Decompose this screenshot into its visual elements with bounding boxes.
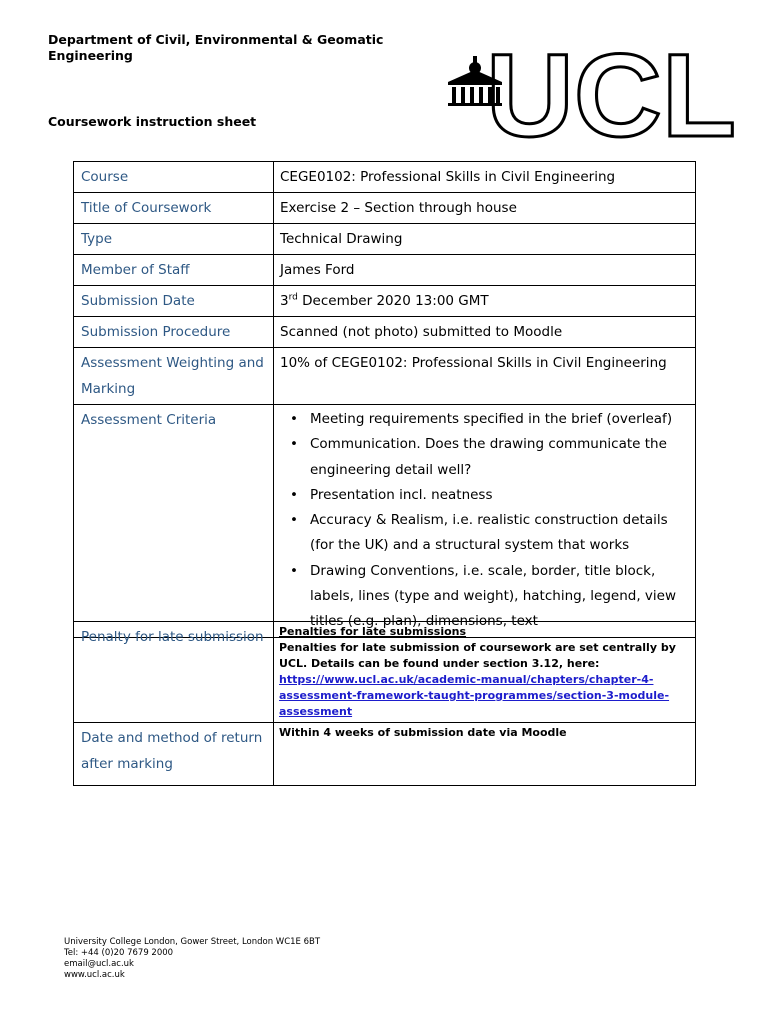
title-row <box>74 193 696 224</box>
academic-manual-link[interactable]: https://www.ucl.ac.uk/academic-manual/chapters/chapter-4-assessment-framework-taught-programmes/section-3-module-assessment <box>279 673 670 718</box>
staff-label: Member of Staff <box>74 255 274 286</box>
submission-date-rest: December 2020 13:00 GMT <box>297 293 489 309</box>
weighting-row <box>74 348 696 405</box>
criteria-item: • Communication. Does the drawing communicate the engineering detail well? <box>310 432 689 483</box>
course-value: CEGE0102: Professional Skills in Civil Engineering <box>274 162 696 193</box>
weighting-value: 10% of CEGE0102: Professional Skills in Civil Engineering <box>274 348 696 405</box>
late-submission-table <box>73 621 696 786</box>
footer-tel: Tel: +44 (0)20 7679 2000 <box>64 948 174 958</box>
criteria-item: • Drawing Conventions, i.e. scale, border, title block, labels, lines (type and weight), hatching, legend, view titles (e.g. plan), dimensions, text <box>310 559 689 635</box>
penalty-value <box>274 622 696 723</box>
course-row <box>74 162 696 193</box>
criteria-label: Assessment Criteria <box>74 405 274 638</box>
staff-row <box>74 255 696 286</box>
criteria-item: • Accuracy & Realism, i.e. realistic construction details (for the UK) and a structural system that works <box>310 508 689 559</box>
title-value: Exercise 2 – Section through house <box>274 193 696 224</box>
sheet-title: Coursework instruction sheet <box>48 114 257 129</box>
type-value: Technical Drawing <box>274 224 696 255</box>
return-label: Date and method of return after marking <box>74 723 274 786</box>
criteria-item: • Meeting requirements specified in the brief (overleaf) <box>310 407 689 432</box>
criteria-item: • Presentation incl. neatness <box>310 483 689 508</box>
ucl-logo <box>440 52 740 140</box>
submission-date-label: Submission Date <box>74 286 274 317</box>
title-label: Title of Coursework <box>74 193 274 224</box>
footer-web: www.ucl.ac.uk <box>64 970 125 980</box>
type-label: Type <box>74 224 274 255</box>
footer-email: email@ucl.ac.uk <box>64 959 134 969</box>
penalty-label: Penalty for late submission <box>74 622 274 723</box>
coursework-details-table <box>73 161 696 638</box>
return-value: Within 4 weeks of submission date via Moodle <box>274 723 696 786</box>
ucl-logo-text: UCL <box>486 52 736 140</box>
weighting-label: Assessment Weighting and Marking <box>74 348 274 405</box>
procedure-label: Submission Procedure <box>74 317 274 348</box>
footer-contact <box>64 937 320 981</box>
type-row <box>74 224 696 255</box>
penalty-text: Penalties for late submission of coursework are set centrally by UCL. Details can be found under section 3.12, here: <box>279 641 676 670</box>
submission-date-row <box>74 286 696 317</box>
return-row <box>74 723 696 786</box>
department-name: Department of Civil, Environmental & Geomatic Engineering <box>48 32 384 63</box>
procedure-value: Scanned (not photo) submitted to Moodle <box>274 317 696 348</box>
procedure-row <box>74 317 696 348</box>
criteria-value <box>274 405 696 638</box>
course-label: Course <box>74 162 274 193</box>
submission-date-day: 3 <box>280 293 289 309</box>
footer-address: University College London, Gower Street, London WC1E 6BT <box>64 937 321 947</box>
penalty-heading: Penalties for late submissions <box>279 625 467 638</box>
staff-value: James Ford <box>274 255 696 286</box>
submission-date-suffix: rd <box>288 292 298 303</box>
penalty-row <box>74 622 696 723</box>
criteria-list <box>280 407 689 635</box>
criteria-row <box>74 405 696 638</box>
submission-date-value <box>274 286 696 317</box>
